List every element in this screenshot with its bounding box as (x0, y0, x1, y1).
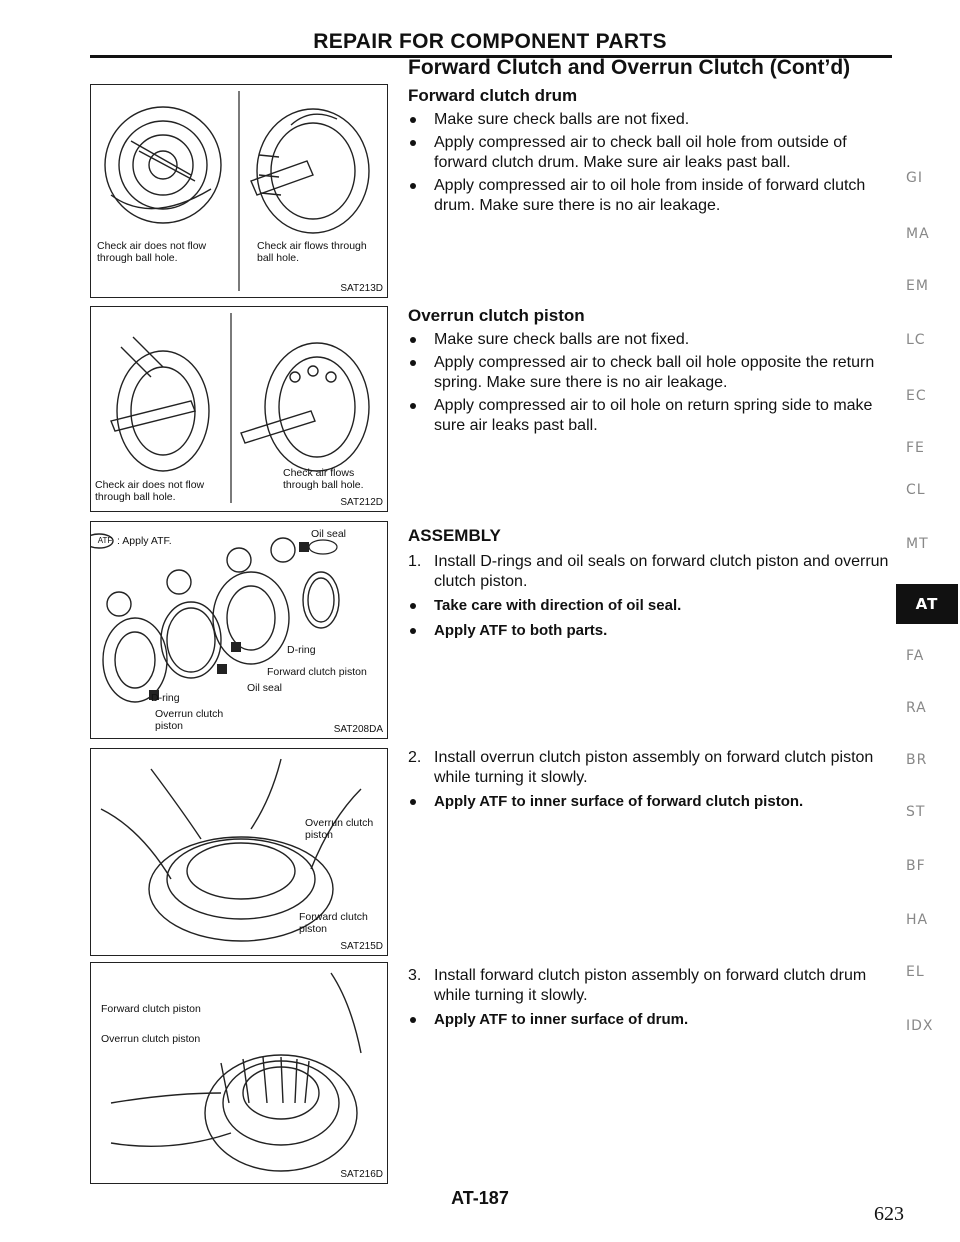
drum-air-check-illustration (91, 85, 387, 297)
tab-cl[interactable]: CL (906, 482, 926, 498)
tab-fa[interactable]: FA (906, 648, 925, 664)
step-number: 1. (408, 553, 422, 570)
drum-bullets (408, 110, 894, 219)
figure-code: SAT212D (340, 497, 383, 508)
overrun-bullet: Apply compressed air to oil hole on return spring side to make sure air leaks past ball. (408, 396, 894, 436)
tab-mt[interactable]: MT (906, 536, 929, 552)
tab-ra[interactable]: RA (906, 700, 927, 716)
d-ring-label-2: D-ring (151, 692, 180, 704)
oil-seal-label-2: Oil seal (247, 682, 283, 694)
assembly-step-2 (408, 748, 894, 815)
seal-installation-illustration (91, 522, 387, 738)
drum-bullet: Apply compressed air to check ball oil hole from outside of forward clutch drum. Make sure air leaks past ball. (408, 133, 894, 173)
left-caption: Check air does not flow through ball hole. (97, 240, 207, 264)
tab-br[interactable]: BR (906, 752, 928, 768)
overrun-piston-bullets (408, 330, 894, 439)
tab-ha[interactable]: HA (906, 912, 929, 928)
forward-label: Forward clutch piston (101, 1003, 201, 1015)
figure-piston-air-check (90, 306, 388, 512)
left-caption: Check air does not flow through ball hole. (95, 479, 205, 503)
drum-bullet: Apply compressed air to oil hole from inside of forward clutch drum. Make sure there is no air leakage. (408, 176, 894, 216)
overrun-label: Overrun clutch piston (305, 817, 374, 841)
step-number: 2. (408, 749, 422, 766)
tab-bf[interactable]: BF (906, 858, 926, 874)
page-number: 623 (874, 1203, 904, 1225)
step-note: Apply ATF to inner surface of drum. (408, 1010, 894, 1030)
tab-ma[interactable]: MA (906, 226, 930, 242)
tab-lc[interactable]: LC (906, 332, 926, 348)
atf-note: : Apply ATF. (117, 535, 172, 547)
figure-code: SAT208DA (333, 724, 383, 735)
overrun-label: Overrun clutch piston (101, 1033, 201, 1045)
assembly-heading: ASSEMBLY (408, 526, 501, 545)
figure-code: SAT213D (340, 283, 383, 294)
tab-ec[interactable]: EC (906, 388, 927, 404)
right-caption: Check air flows through ball hole. (283, 467, 364, 491)
tab-gi[interactable]: GI (906, 170, 923, 186)
oil-seal-label: Oil seal (311, 528, 347, 540)
right-caption: Check air flows through ball hole. (257, 240, 367, 264)
figure-seal-installation (90, 521, 388, 739)
tab-at[interactable]: AT (896, 584, 958, 624)
overrun-bullet: Make sure check balls are not fixed. (408, 330, 894, 350)
forward-label: Forward clutch piston (299, 911, 368, 935)
overrun-piston-heading: Overrun clutch piston (408, 306, 585, 325)
figure-code: SAT216D (340, 1169, 383, 1180)
figure-forward-install (90, 962, 388, 1184)
overrun-bullet: Apply compressed air to check ball oil hole opposite the return spring. Make sure there is no air leakage. (408, 353, 894, 393)
page-header: REPAIR FOR COMPONENT PARTS (313, 30, 667, 53)
forward-piston-label: Forward clutch piston (267, 666, 367, 678)
step-note: Take care with direction of oil seal. (408, 596, 894, 616)
assembly-step-1 (408, 552, 894, 644)
step-text: Install overrun clutch piston assembly on forward clutch piston while turning it slowly. (434, 749, 874, 786)
step-text: Install forward clutch piston assembly on forward clutch drum while turning it slowly. (434, 967, 867, 1004)
section-title: Forward Clutch and Overrun Clutch (Cont’d) (408, 56, 851, 79)
step-number: 3. (408, 967, 422, 984)
tab-idx[interactable]: IDX (906, 1018, 934, 1034)
step-note: Apply ATF to inner surface of forward clutch piston. (408, 792, 894, 812)
tab-st[interactable]: ST (906, 804, 926, 820)
drum-bullet: Make sure check balls are not fixed. (408, 110, 894, 130)
step-note: Apply ATF to both parts. (408, 621, 894, 641)
assembly-step-3 (408, 966, 894, 1033)
tab-el[interactable]: EL (906, 964, 925, 980)
figure-overrun-install (90, 748, 388, 956)
drum-heading: Forward clutch drum (408, 86, 578, 105)
figure-code: SAT215D (340, 941, 383, 952)
forward-install-illustration (91, 963, 387, 1183)
tab-fe[interactable]: FE (906, 440, 925, 456)
page-footer: AT-187 (451, 1188, 509, 1208)
tab-em[interactable]: EM (906, 278, 929, 294)
d-ring-label: D-ring (287, 644, 316, 656)
step-text: Install D-rings and oil seals on forward clutch piston and overrun clutch piston. (434, 553, 889, 590)
atf-symbol: ATF (97, 536, 113, 545)
figure-drum-air-check (90, 84, 388, 298)
overrun-piston-label: Overrun clutch piston (155, 708, 224, 732)
